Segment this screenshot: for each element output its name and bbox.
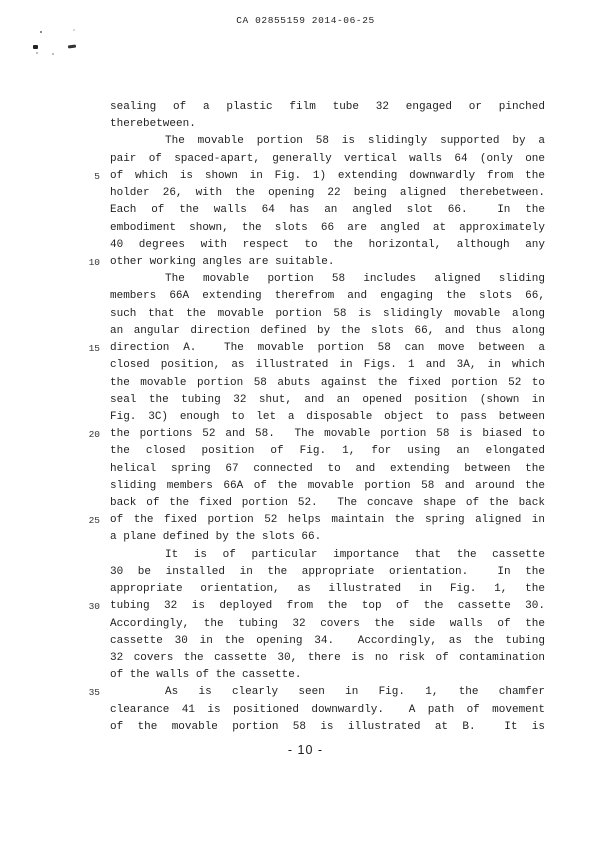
text-line [110, 409, 545, 426]
text-line [110, 564, 545, 581]
line-text: of the movable portion 58 is illustrated at B. It is [110, 720, 545, 733]
text-line [110, 443, 545, 460]
line-text: members 66A extending therefrom and engaging the slots 66, [110, 290, 545, 303]
line-text: pair of spaced-apart, generally vertical walls 64 (only one [110, 152, 545, 165]
text-line [110, 151, 545, 168]
line-text: 30 be installed in the appropriate orientation. In the [110, 565, 545, 578]
line-text: Each of the walls 64 has an angled slot 66. In the [110, 204, 545, 217]
ink-speck [73, 29, 75, 31]
line-text: seal the tubing 32 shut, and an opened position (shown in [110, 393, 545, 406]
line-number: 25 [88, 515, 100, 527]
document-id-header: CA 02855159 2014-06-25 [236, 15, 375, 26]
text-line [110, 323, 545, 340]
text-line [110, 99, 545, 116]
line-text: the closed position of Fig. 1, for using an elongated [110, 445, 545, 458]
line-text: embodiment shown, the slots 66 are angled at approximately [110, 221, 545, 234]
text-line [88, 684, 545, 701]
text-line [110, 719, 545, 736]
line-text: 32 covers the cassette 30, there is no risk of contamination [110, 652, 545, 664]
text-line [110, 702, 545, 719]
text-line [110, 461, 545, 478]
line-text: of the fixed portion 52 helps maintain the spring aligned in [110, 514, 545, 527]
text-body [88, 99, 545, 736]
line-text: tubing 32 is deployed from the top of the cassette 30. [110, 600, 545, 613]
text-line [110, 306, 545, 323]
line-text: of which is shown in Fig. 1) extending downwardly from the [110, 169, 545, 182]
page-number: - 10 - [287, 743, 324, 757]
line-text: The movable portion 58 includes aligned sliding [165, 273, 545, 286]
line-text: 40 degrees with respect to the horizontal, although any [110, 238, 545, 251]
line-text: such that the movable portion 58 is slidingly movable along [110, 307, 545, 320]
ink-speck [52, 53, 54, 55]
line-text: therebetween. [110, 118, 196, 131]
line-number: 5 [94, 170, 100, 182]
text-line [110, 185, 545, 202]
text-line [110, 667, 545, 684]
text-line [110, 288, 545, 305]
line-number: 30 [88, 601, 100, 613]
line-number: 15 [88, 343, 100, 355]
line-text: back of the fixed portion 52. The concave shape of the back [110, 497, 545, 510]
text-line [110, 650, 545, 667]
text-line [88, 598, 545, 615]
text-line [110, 633, 545, 650]
text-line [110, 357, 545, 374]
line-text: the portions 52 and 58. The movable portion 58 is biased to [110, 428, 545, 441]
line-text: As is clearly seen in Fig. 1, the chamfer [165, 686, 545, 699]
text-line [110, 271, 545, 288]
line-text: appropriate orientation, as illustrated in Fig. 1, the [110, 583, 545, 596]
text-line [110, 237, 545, 254]
line-text: Accordingly, the tubing 32 covers the side walls of the [110, 617, 545, 630]
line-text: the movable portion 58 abuts against the fixed portion 52 to [110, 376, 545, 389]
ink-speck [36, 52, 38, 54]
line-text: holder 26, with the opening 22 being aligned therebetween. [110, 187, 545, 200]
line-text: cassette 30 in the opening 34. Accordingly, as the tubing [110, 634, 545, 647]
line-text: It is of particular importance that the cassette [165, 548, 545, 561]
text-line [110, 616, 545, 633]
line-text: of the walls of the cassette. [110, 669, 302, 682]
line-text: other working angles are suitable. [110, 255, 335, 268]
text-line [88, 512, 545, 529]
text-line [110, 116, 545, 133]
ink-speck [68, 44, 76, 48]
text-line [110, 220, 545, 237]
line-number: 35 [88, 687, 100, 699]
line-text: closed position, as illustrated in Figs. 1 and 3A, in which [110, 359, 545, 372]
text-line [110, 375, 545, 392]
line-text: sliding members 66A of the movable portion 58 and around the [110, 479, 545, 492]
text-line [110, 581, 545, 598]
line-text: clearance 41 is positioned downwardly. A path of movement [110, 703, 545, 716]
text-line [110, 529, 545, 546]
ink-speck [33, 45, 38, 49]
text-line [110, 547, 545, 564]
ink-speck [40, 31, 42, 33]
text-line [110, 392, 545, 409]
line-text: direction A. The movable portion 58 can move between a [110, 342, 545, 355]
text-line [88, 340, 545, 357]
line-text: sealing of a plastic film tube 32 engaged or pinched [110, 101, 545, 113]
text-line [94, 168, 545, 185]
line-number: 20 [88, 429, 100, 441]
line-text: The movable portion 58 is slidingly supported by a [165, 135, 545, 148]
text-line [110, 202, 545, 219]
text-line [88, 254, 545, 271]
text-line [110, 133, 545, 150]
line-number: 10 [88, 256, 100, 268]
line-text: an angular direction defined by the slots 66, and thus along [110, 324, 545, 337]
text-line [88, 426, 545, 443]
text-line [110, 495, 545, 512]
line-text: a plane defined by the slots 66. [110, 531, 322, 544]
line-text: Fig. 3C) enough to let a disposable object to pass between [110, 410, 545, 423]
text-line [110, 478, 545, 495]
line-text: helical spring 67 connected to and extending between the [110, 462, 545, 475]
